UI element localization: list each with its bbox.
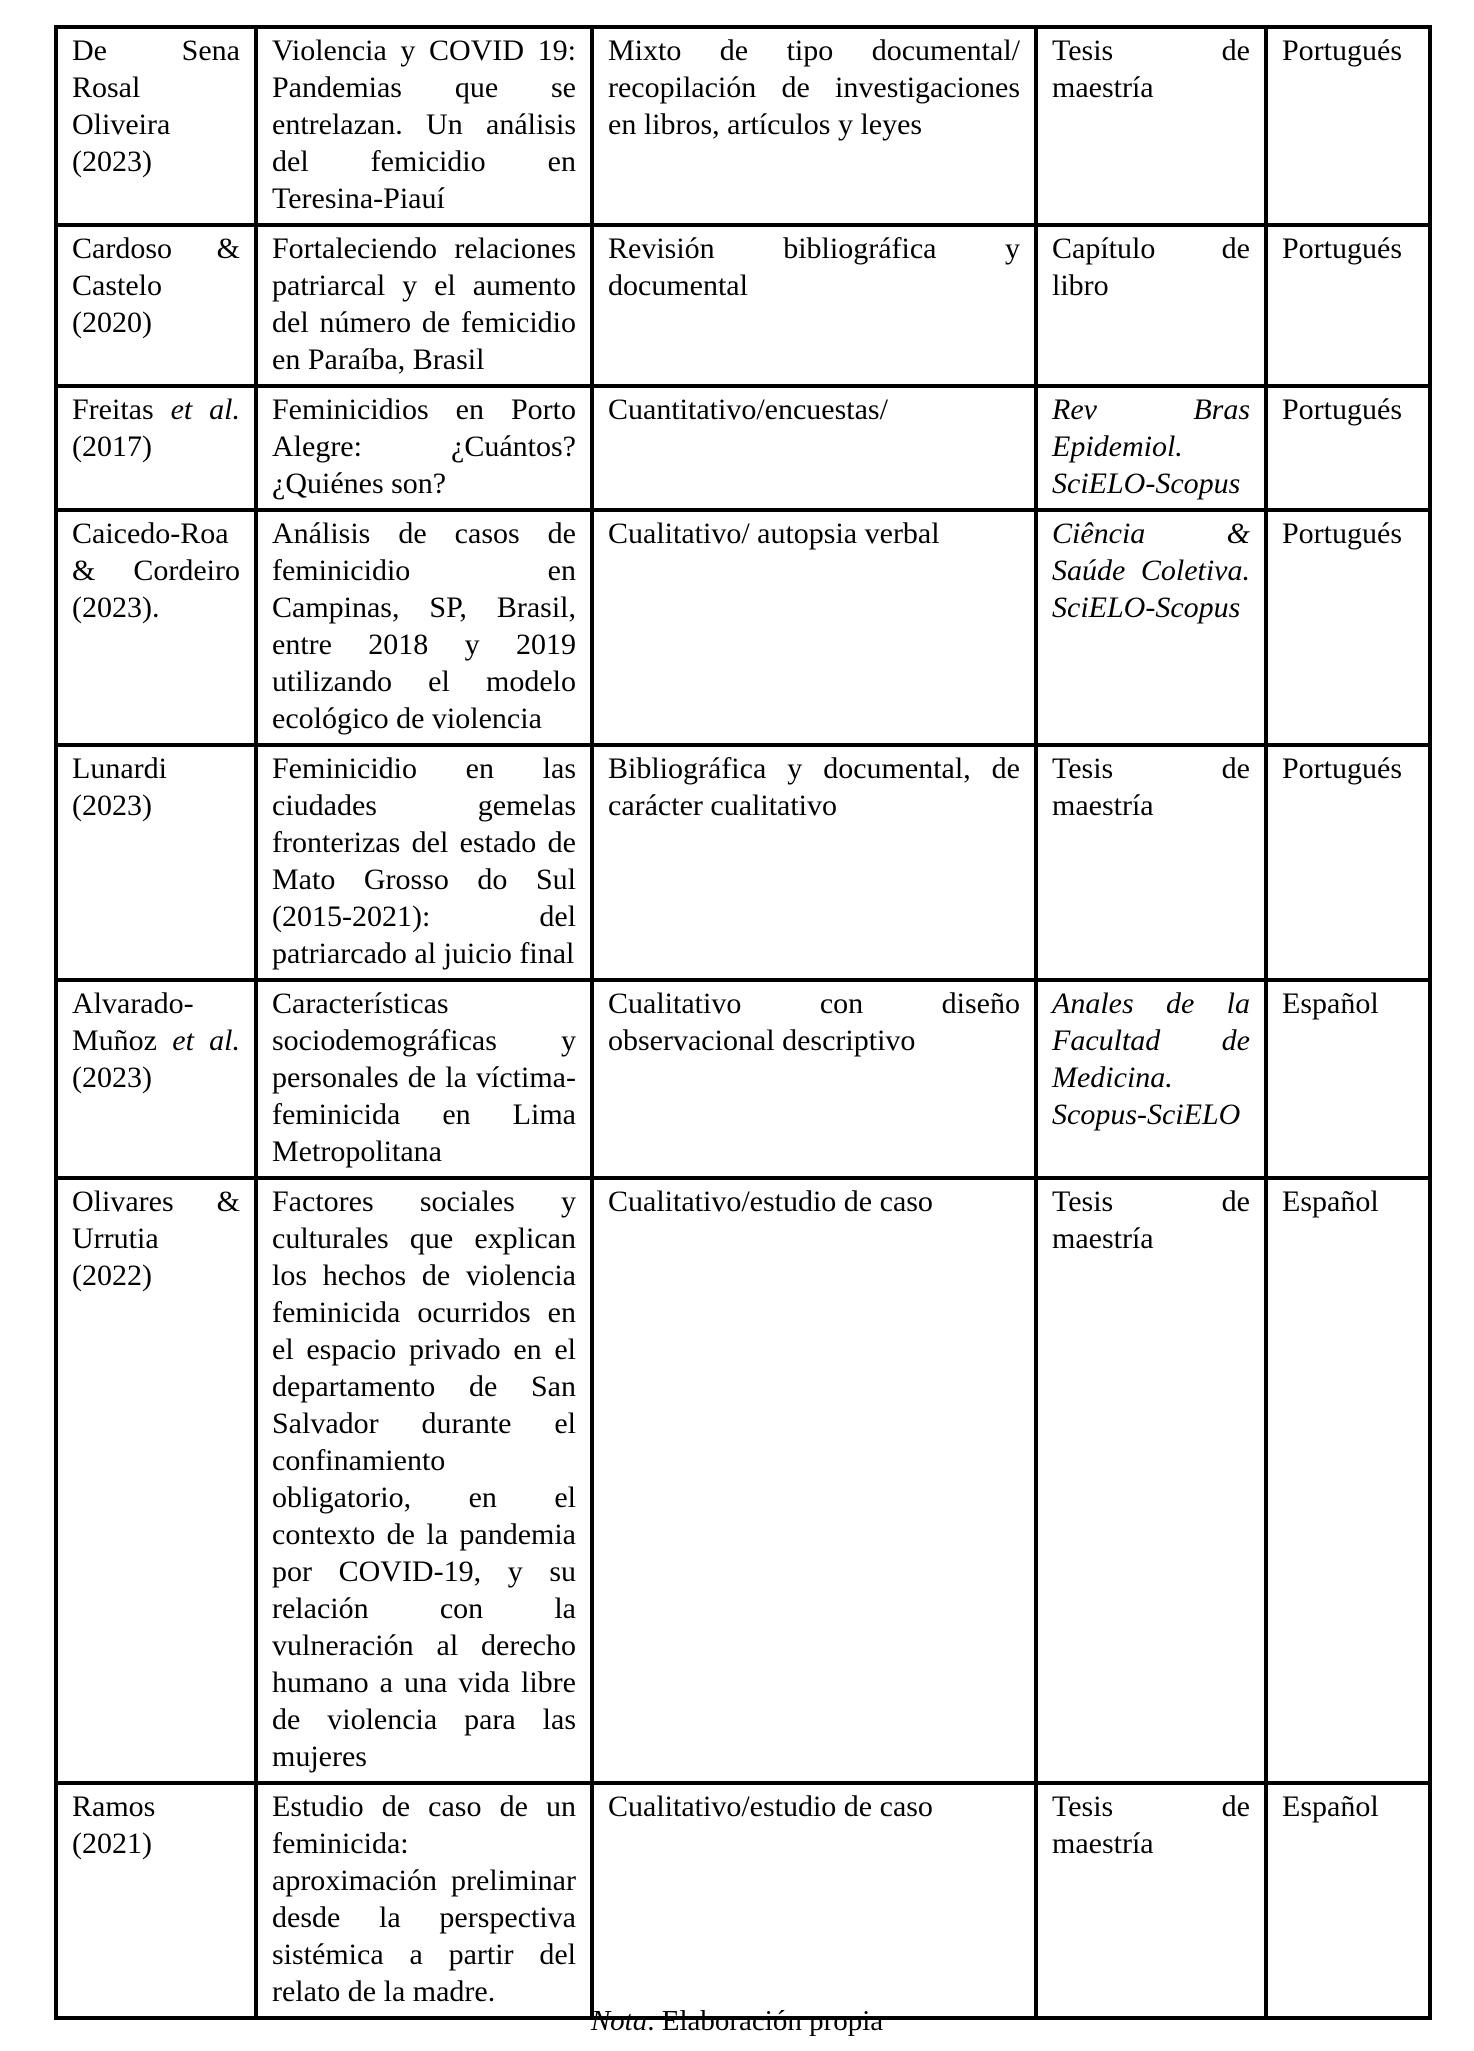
text: Revisión bibliográfica y documental	[608, 232, 1020, 302]
cell-source_type	[1036, 745, 1266, 980]
cell-author_year	[56, 27, 256, 225]
table-note	[0, 2004, 1474, 2038]
italic-text: et al.	[172, 1024, 240, 1057]
text: (2023)	[72, 1061, 152, 1094]
cell-title	[256, 225, 592, 386]
cell-author_year	[56, 745, 256, 980]
cell-method	[592, 225, 1036, 386]
text: (2017)	[72, 430, 152, 463]
text: Portugués	[1282, 393, 1402, 426]
table-row	[56, 1178, 1430, 1783]
text: Lunardi (2023)	[72, 752, 167, 822]
text: Portugués	[1282, 517, 1402, 550]
cell-language	[1266, 1783, 1430, 2018]
text: Caicedo-Roa & Cordeiro (2023).	[72, 517, 240, 624]
text: Cualitativo/estudio de caso	[608, 1185, 933, 1218]
text: Tesis de maestría	[1052, 752, 1250, 822]
cell-author_year	[56, 1178, 256, 1783]
cell-language	[1266, 225, 1430, 386]
cell-method	[592, 27, 1036, 225]
cell-method	[592, 386, 1036, 510]
text: Bibliográfica y documental, de carácter cualitativo	[608, 752, 1020, 822]
cell-title	[256, 27, 592, 225]
table-row	[56, 745, 1430, 980]
text: Análisis de casos de feminicidio en Campinas, SP, Brasil, entre 2018 y 2019 utilizando el modelo ecológico de violencia	[272, 517, 576, 735]
text: Estudio de caso de un feminicida:	[272, 1790, 576, 1860]
cell-method	[592, 1178, 1036, 1783]
table-row	[56, 386, 1430, 510]
cell-author_year	[56, 510, 256, 745]
text: Fortaleciendo relaciones patriarcal y el aumento del número de femicidio en Paraíba, Brasil	[272, 232, 576, 376]
text: Freitas	[72, 393, 171, 426]
text: Factores sociales y culturales que explican los hechos de violencia feminicida ocurridos en el espacio privado en el departamento de San Salvador durante el confinamiento obligatorio, en el contexto de la pandemia por COVID-19, y su relación con la vulneración al derecho humano a una vida libre de violencia para las mujeres	[272, 1185, 576, 1773]
text: Tesis de maestría	[1052, 1185, 1250, 1255]
text: Cardoso & Castelo (2020)	[72, 232, 240, 339]
text: Cualitativo/ autopsia verbal	[608, 517, 940, 550]
cell-source_type	[1036, 27, 1266, 225]
text: Español	[1282, 1185, 1379, 1218]
text: Cualitativo con diseño observacional descriptivo	[608, 987, 1020, 1057]
cell-author_year	[56, 1783, 256, 2018]
text: Portugués	[1282, 752, 1402, 785]
cell-method	[592, 1783, 1036, 2018]
table-row	[56, 980, 1430, 1178]
cell-title	[256, 745, 592, 980]
cell-title	[256, 1178, 592, 1783]
text: Ramos (2021)	[72, 1790, 156, 1860]
cell-title	[256, 980, 592, 1178]
text: Español	[1282, 987, 1379, 1020]
italic-text: Ciência & Saúde Coletiva. SciELO-Scopus	[1052, 517, 1250, 624]
cell-language	[1266, 386, 1430, 510]
cell-source_type	[1036, 1783, 1266, 2018]
text: De Sena Rosal Oliveira (2023)	[72, 34, 240, 178]
cell-author_year	[56, 225, 256, 386]
text: Cuantitativo/encuestas/	[608, 393, 888, 426]
cell-source_type	[1036, 980, 1266, 1178]
cell-language	[1266, 745, 1430, 980]
text: Características sociodemográficas y personales de la víctima-feminicida en Lima Metropolitana	[272, 987, 576, 1168]
text: Español	[1282, 1790, 1379, 1823]
text: aproximación preliminar desde la perspectiva sistémica a partir del relato de la madre.	[272, 1864, 576, 2008]
italic-text: Anales de la Facultad de Medicina. Scopus-SciELO	[1052, 987, 1250, 1131]
cell-source_type	[1036, 510, 1266, 745]
text: Olivares & Urrutia (2022)	[72, 1185, 240, 1292]
cell-language	[1266, 510, 1430, 745]
cell-method	[592, 510, 1036, 745]
text: Cualitativo/estudio de caso	[608, 1790, 933, 1823]
text: Feminicidio en las ciudades gemelas fronterizas del estado de Mato Grosso do Sul (2015-2021): del patriarcado al juicio final	[272, 752, 576, 970]
cell-source_type	[1036, 225, 1266, 386]
cell-method	[592, 745, 1036, 980]
cell-language	[1266, 980, 1430, 1178]
cell-source_type	[1036, 1178, 1266, 1783]
cell-source_type	[1036, 386, 1266, 510]
cell-author_year	[56, 980, 256, 1178]
italic-text: Nota	[590, 2005, 648, 2037]
text: Capítulo de libro	[1052, 232, 1250, 302]
italic-text: Rev Bras Epidemiol. SciELO-Scopus	[1052, 393, 1250, 500]
cell-title	[256, 1783, 592, 2018]
cell-title	[256, 386, 592, 510]
cell-language	[1266, 27, 1430, 225]
table-row	[56, 27, 1430, 225]
cell-author_year	[56, 386, 256, 510]
table-row	[56, 1783, 1430, 2018]
italic-text: et al.	[170, 393, 240, 426]
table-row	[56, 510, 1430, 745]
text: Violencia y COVID 19: Pandemias que se entrelazan. Un análisis del femicidio en Teresina-Piauí	[272, 34, 576, 215]
text: Portugués	[1282, 232, 1402, 265]
text: Mixto de tipo documental/ recopilación de investigaciones en libros, artículos y leyes	[608, 34, 1020, 141]
text: Portugués	[1282, 34, 1402, 67]
table-row	[56, 225, 1430, 386]
cell-title	[256, 510, 592, 745]
cell-method	[592, 980, 1036, 1178]
text: Alvarado-Muñoz	[72, 987, 194, 1057]
table-body	[56, 27, 1430, 2018]
text: . Elaboración propia	[647, 2005, 884, 2037]
cell-language	[1266, 1178, 1430, 1783]
text: Feminicidios en Porto Alegre: ¿Cuántos? ¿Quiénes son?	[272, 393, 576, 500]
text: Tesis de maestría	[1052, 34, 1250, 104]
references-table	[54, 25, 1432, 2020]
text: Tesis de maestría	[1052, 1790, 1250, 1860]
